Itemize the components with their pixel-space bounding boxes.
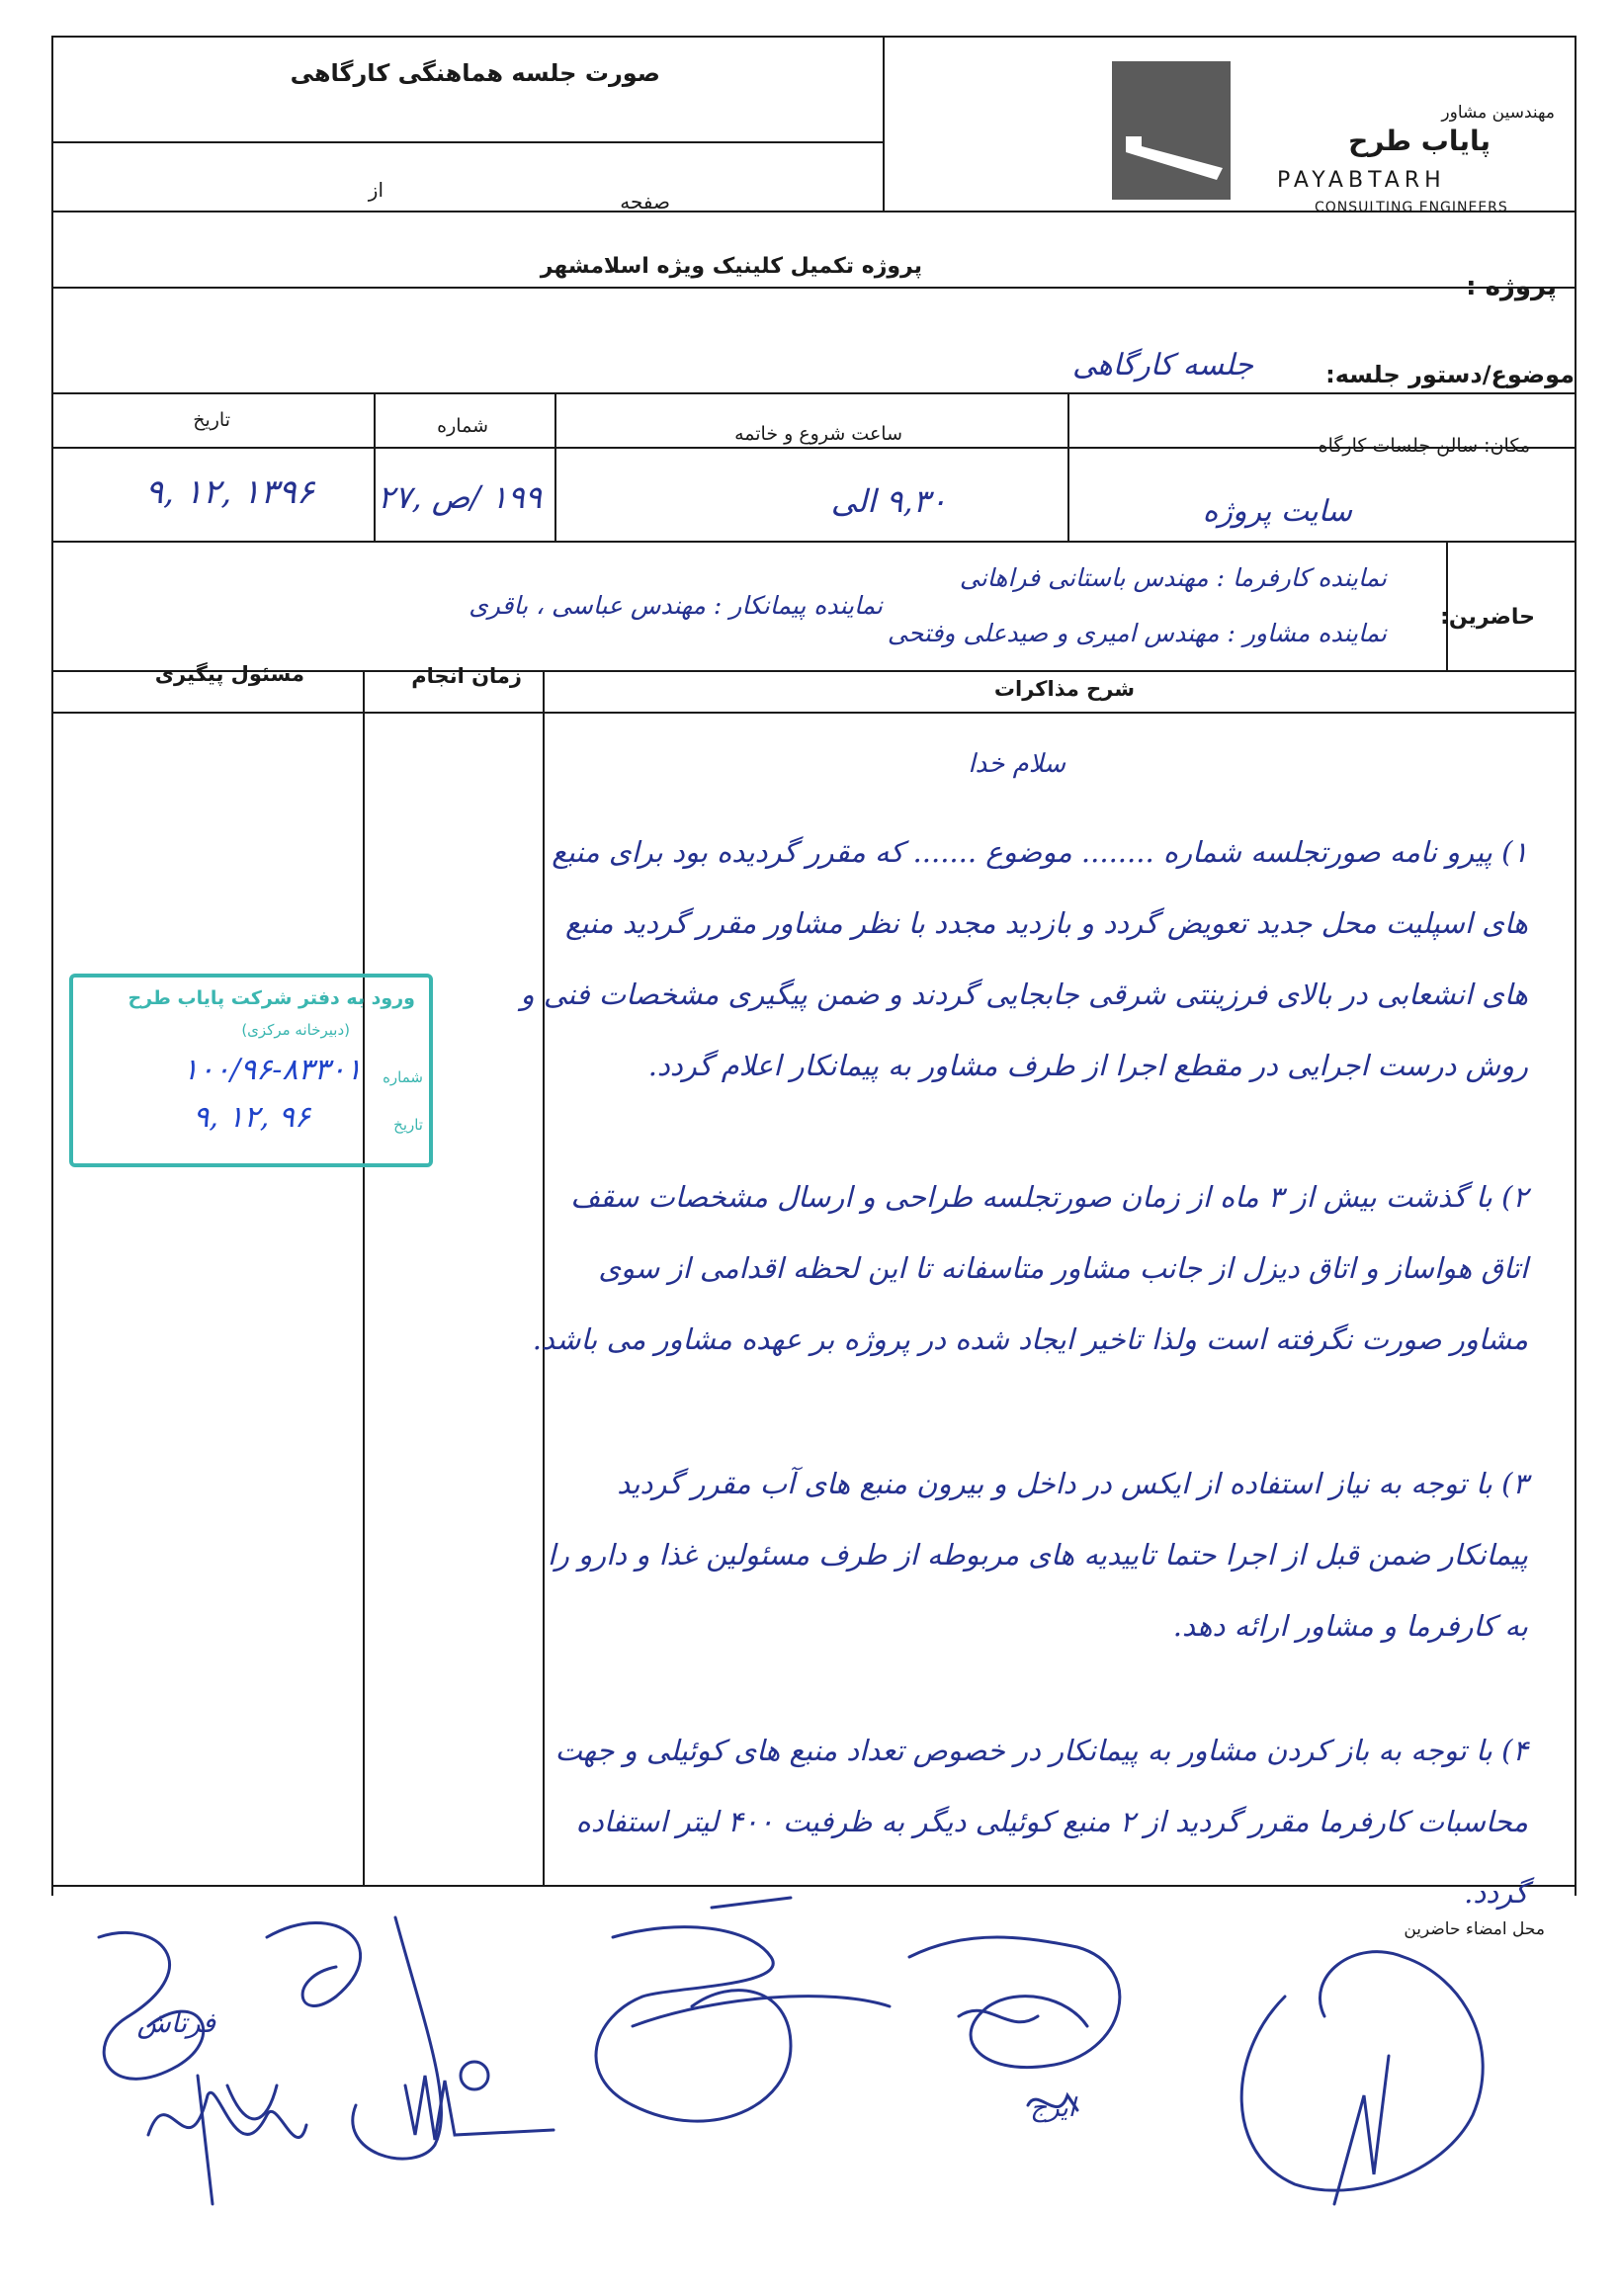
header-divider [883, 38, 885, 212]
meta-col-1 [374, 394, 376, 541]
stamp-subtitle: (دبیرخانه مرکزی) [241, 1021, 350, 1039]
place-label: مکان: سالن جلسات کارگاه [1318, 435, 1530, 457]
col-discussion-header: شرح مذاکرات [993, 677, 1135, 701]
project-row-line [51, 287, 1576, 289]
payabtarh-logo [1112, 61, 1231, 200]
company-name-fa-small: مهندسین مشاور [1441, 103, 1555, 123]
registry-stamp [69, 974, 433, 1167]
stamp-title: ورود به دفتر شرکت پایاب طرح [128, 987, 415, 1009]
company-name-en-sub: CONSULTING ENGINEERS [1315, 200, 1508, 215]
table-header-line [51, 712, 1576, 714]
form-title: صورت جلسه هماهنگی کارگاهی [290, 59, 660, 87]
discussion-item-3: ۳) با توجه به نیاز استفاده از ایکس در داخل و بیرون منبع های آب مقرر گردید پیمانکار ضمن قبل از اجرا حتما تاییدیه های مربوطه از طرف مسئولین غذا و دارو را به کارفرما و مشاور ارائه دهد. [547, 1467, 1528, 1643]
attendees-contractor: نماینده پیمانکار : مهندس عباسی ، باقری [469, 591, 883, 620]
discussion-heading: سلام خدا [968, 749, 1065, 779]
attendees-label: حاضرین: [1440, 605, 1535, 630]
page-label: صفحه [620, 190, 670, 213]
number-value: ۱۹۹ /ص ,۲۷ [378, 478, 542, 516]
subject-label: موضوع/دستور جلسه: [1325, 361, 1575, 388]
signatures-area [40, 1878, 1581, 2273]
signature-name-b: ایرج [1030, 2093, 1075, 2123]
subject-row-line [51, 392, 1576, 394]
discussion-item-2: ۲) با گذشت بیش از ۳ ماه از زمان صورتجلسه طراحی و ارسال مشخصات سقف اتاق هواساز و اتاق دیزل از جانب مشاور متاسفانه تا این لحظه اقدامی از سوی مشاور صورت نگرفته است ولذا تاخیر ایجاد شده در پروژه بر عهده مشاور می باشد. [532, 1180, 1528, 1356]
attendees-employer: نماینده کارفرما : مهندس باستانی فراهانی [959, 563, 1387, 592]
number-label: شماره [437, 415, 488, 437]
signatures-label: محل امضاء حاضرین [1404, 1919, 1545, 1939]
discussion-item-1: ۱) پیرو نامه صورتجلسه شماره ........ موضوع ....... که مقرر گردیده بود برای منبع های اسپلیت محل جدید تعویض گردد و بازدید مجدد با نظر مشاور مقرر گردید منبع های انشعابی در بالای فرزینتی شرقی جابجایی گردند و ضمن پیگیری مشخصات فنی و روش درست اجرایی در مقطع اجرا از طرف مشاور به پیمانکار اعلام گردد. [520, 835, 1528, 1082]
table-col-1 [363, 672, 365, 1886]
frame-top [51, 36, 1576, 38]
frame-left [51, 36, 53, 1896]
time-value: ۹,۳۰ الی [830, 482, 947, 520]
meta-value-line [51, 541, 1576, 543]
date-value: ۱۳۹۶ ,۱۲ ,۹ [144, 472, 314, 512]
stamp-date-label: تاریخ [393, 1116, 423, 1134]
place-value: سایت پروژه [1202, 494, 1352, 529]
col-responsible-header: مسئول پیگیری [154, 662, 304, 686]
time-label: ساعت شروع و خاتمه [734, 423, 902, 445]
company-name-en: PAYABTARH [1277, 168, 1446, 193]
meta-col-3 [1067, 394, 1069, 541]
title-row-line [51, 141, 883, 143]
col-time-header: زمان انجام [411, 664, 522, 688]
frame-right [1575, 36, 1576, 1896]
signature-name-a: فرتاش [136, 2006, 215, 2039]
company-name-fa: پایاب طرح [1348, 125, 1491, 157]
date-label: تاریخ [193, 409, 230, 431]
subject-value: جلسه کارگاهی [1071, 348, 1253, 383]
project-title: پروژه تکمیل کلینیک ویژه اسلامشهر [540, 254, 922, 279]
discussion-item-4: ۴) با توجه به باز کردن مشاور به پیمانکار در خصوص تعداد منبع های کوئیلی و جهت محاسبات کارفرما مقرر گردید از ۲ منبع کوئیلی دیگر به ظرفیت ۴۰۰ لیتر استفاده گردد. [554, 1734, 1528, 1910]
stamp-date-value: ۹۶ ,۱۲ ,۹ [193, 1100, 310, 1135]
meta-col-2 [554, 394, 556, 541]
project-label: پروژه : [1466, 272, 1557, 301]
stamp-number-value: ۱۰۰/۹۶-۸۳۳۰۱ [182, 1053, 362, 1087]
stamp-number-label: شماره [383, 1068, 423, 1086]
of-label: از [368, 178, 383, 202]
attendees-consultant: نماینده مشاور : مهندس امیری و صیدعلی وفتحی [887, 619, 1387, 647]
